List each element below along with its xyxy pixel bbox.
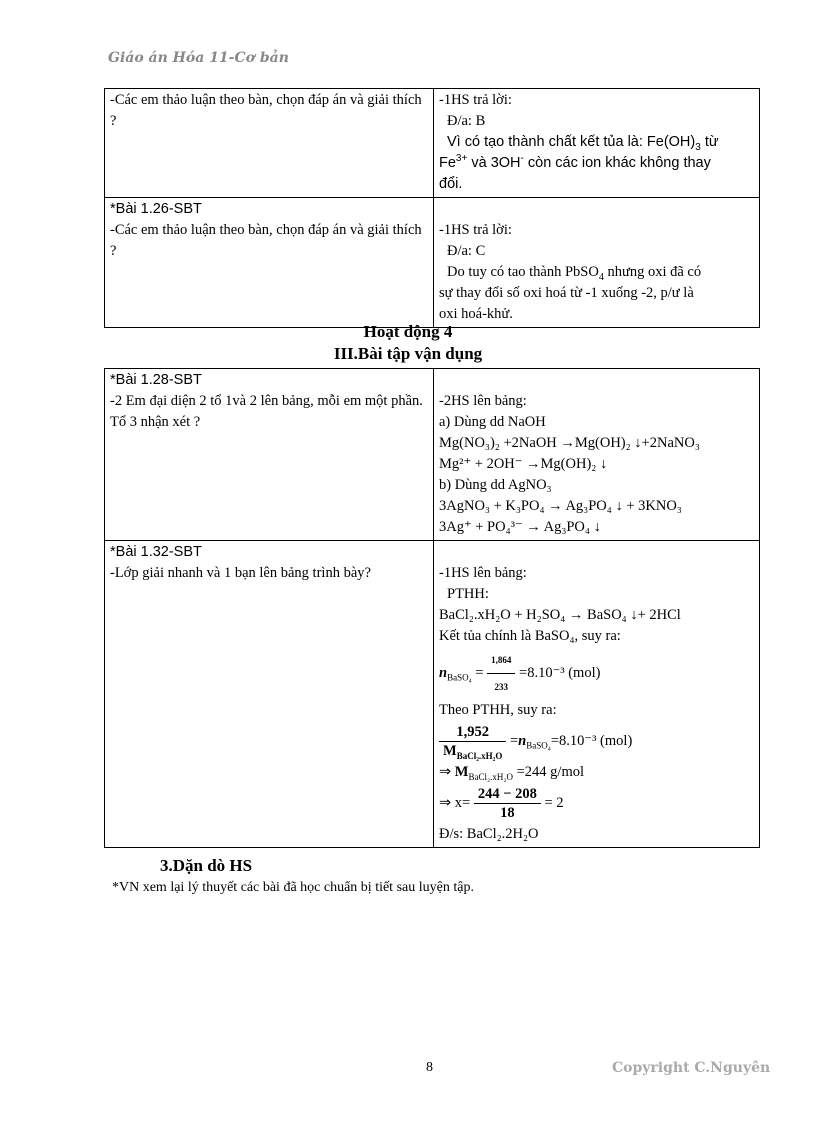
cell-text: Vì có tạo thành chất kết tủa là: Fe(OH) <box>447 134 696 150</box>
activity-table-2 <box>104 368 760 848</box>
cell-line: -2 Em đại diện 2 tổ 1và 2 lên bảng, mỗi em một phần. Tổ 3 nhận xét ? <box>110 393 423 430</box>
cell-line: Đ/a: C <box>447 243 486 259</box>
table-cell <box>105 198 434 328</box>
fraction-denominator: 233 <box>494 682 509 692</box>
math-subscript: BaSO₄ <box>447 672 472 683</box>
fraction <box>487 647 515 700</box>
cell-line: Vì có tạo thành chất kết tủa là: $Fe(OH)_3$ từ <box>447 134 719 153</box>
table-row <box>105 89 760 198</box>
table-cell <box>434 541 760 848</box>
cell-line: $Fe^{3+}$ và 3OH- còn các ion khác không thay <box>439 153 711 171</box>
equation: BaCl₂.xH₂O + H₂SO₄ → BaSO₄ ↓+ 2HCl <box>439 607 681 623</box>
cell-line: -1HS trả lời: <box>439 92 512 108</box>
cell-text: Do tuy có tao thành PbSO <box>447 264 599 280</box>
cell-line: b) Dùng dd AgNO₃ <box>439 477 552 493</box>
cell-text: =8.10⁻³ (mol) <box>550 732 633 749</box>
cell-line: đổi. <box>439 176 463 192</box>
math-symbol: n <box>439 664 448 681</box>
homework-note: *VN xem lại lý thuyết các bài đã học chuẩn bị tiết sau luyện tập. <box>112 880 474 895</box>
equation: $\frac{1,952}{M_{BaCl_2.xH_2O}}$ $=n_{BaSO_4}=8.10^{-3}$ (mol) <box>439 721 754 762</box>
fraction <box>474 785 541 822</box>
table-row <box>105 198 760 328</box>
cell-line: Do tuy có tao thành PbSO$_4$ nhưng oxi đã có <box>447 264 702 283</box>
cell-line: -1HS trả lời: <box>439 222 512 238</box>
cell-line: Theo PTHH, suy ra: <box>439 702 557 718</box>
equation: ⇒ $M_{BaCl_2.xH_2O} =244$ g/mol <box>439 764 585 782</box>
cell-line: sự thay đổi số oxi hoá từ -1 xuống -2, p/ư là <box>439 285 694 301</box>
page-number: 8 <box>426 1060 433 1075</box>
cell-line: Đ/a: B <box>447 113 486 129</box>
cell-line: *Bài 1.32-SBT <box>110 544 202 560</box>
activity-table-1 <box>104 88 760 328</box>
equation: 3AgNO₃ + K₃PO₄ → Ag₃PO₄ ↓ + 3KNO₃ <box>439 498 682 514</box>
cell-line: -Các em thảo luận theo bàn, chọn đáp án và giải thích ? <box>110 222 422 259</box>
cell-text: -Các em thảo luận theo bàn, chọn đáp án và giải thích ? <box>110 92 422 129</box>
answer-line: Đ/s: BaCl₂.2H₂O <box>439 826 539 842</box>
cell-text: =8.10⁻³ (mol) <box>519 664 601 681</box>
fraction-numerator: 1,864 <box>487 647 515 674</box>
equation <box>439 783 754 824</box>
doc-header: Giáo án Hóa 11-Cơ bản <box>108 50 289 66</box>
activity-title: Hoạt động 4 <box>363 322 453 341</box>
math-subscript: BaCl₂.xH₂O <box>456 750 503 761</box>
cell-text: và 3OH <box>467 155 521 171</box>
copyright-footer: Copyright C.Nguyên <box>612 1060 771 1076</box>
cell-line: *Bài 1.26-SBT <box>110 201 202 217</box>
cell-text: còn các ion khác không thay <box>523 155 711 171</box>
table-cell <box>434 198 760 328</box>
cell-line: *Bài 1.28-SBT <box>110 372 202 388</box>
table-cell <box>434 369 760 541</box>
cell-text: Fe <box>439 155 456 171</box>
fraction-denominator <box>439 742 506 760</box>
cell-line: -Lớp giải nhanh và 1 bạn lên bảng trình bày? <box>110 565 371 581</box>
fraction-numerator: 244 − 208 <box>474 785 541 804</box>
cell-line: Kết tủa chính là BaSO₄, suy ra: <box>439 628 621 644</box>
equation: Mg(NO₃)₂ +2NaOH →Mg(OH)₂ ↓+2NaNO₃ <box>439 435 700 451</box>
cell-text: từ <box>700 134 719 150</box>
cell-line: -1HS lên bảng: <box>439 565 527 581</box>
table-row <box>105 541 760 848</box>
math-subscript: BaCl₂.xH₂O <box>468 771 513 782</box>
equation: Mg²⁺ + 2OH⁻ →Mg(OH)₂ ↓ <box>439 456 608 472</box>
cell-text: nhưng oxi đã có <box>603 264 702 280</box>
table-row <box>105 369 760 541</box>
fraction-denominator: 18 <box>500 805 515 821</box>
cell-text: ⇒ x= <box>439 794 471 811</box>
cell-line: PTHH: <box>447 586 489 602</box>
table-cell <box>434 89 760 198</box>
table-cell <box>105 369 434 541</box>
cell-text: =244 g/mol <box>516 764 585 780</box>
table-cell <box>105 541 434 848</box>
table-cell <box>105 89 434 198</box>
homework-heading: 3.Dặn dò HS <box>160 856 253 875</box>
math-symbol: M <box>443 743 457 759</box>
cell-text: = 2 <box>544 794 564 811</box>
equation: $n_{BaSO_4}$ = $\frac{1,864}{233}$ =8.10⁻³ (mol) <box>439 647 754 700</box>
fraction <box>439 723 506 760</box>
equation: 3Ag⁺ + PO₄³⁻ → Ag₃PO₄ ↓ <box>439 519 601 535</box>
cell-line: -2HS lên bảng: <box>439 393 527 409</box>
cell-line: oxi hoá-khử. <box>439 306 513 322</box>
cell-line: a) Dùng dd NaOH <box>439 414 546 430</box>
fraction-numerator: 1,952 <box>439 723 506 742</box>
section-title: III.Bài tập vận dụng <box>333 344 483 363</box>
